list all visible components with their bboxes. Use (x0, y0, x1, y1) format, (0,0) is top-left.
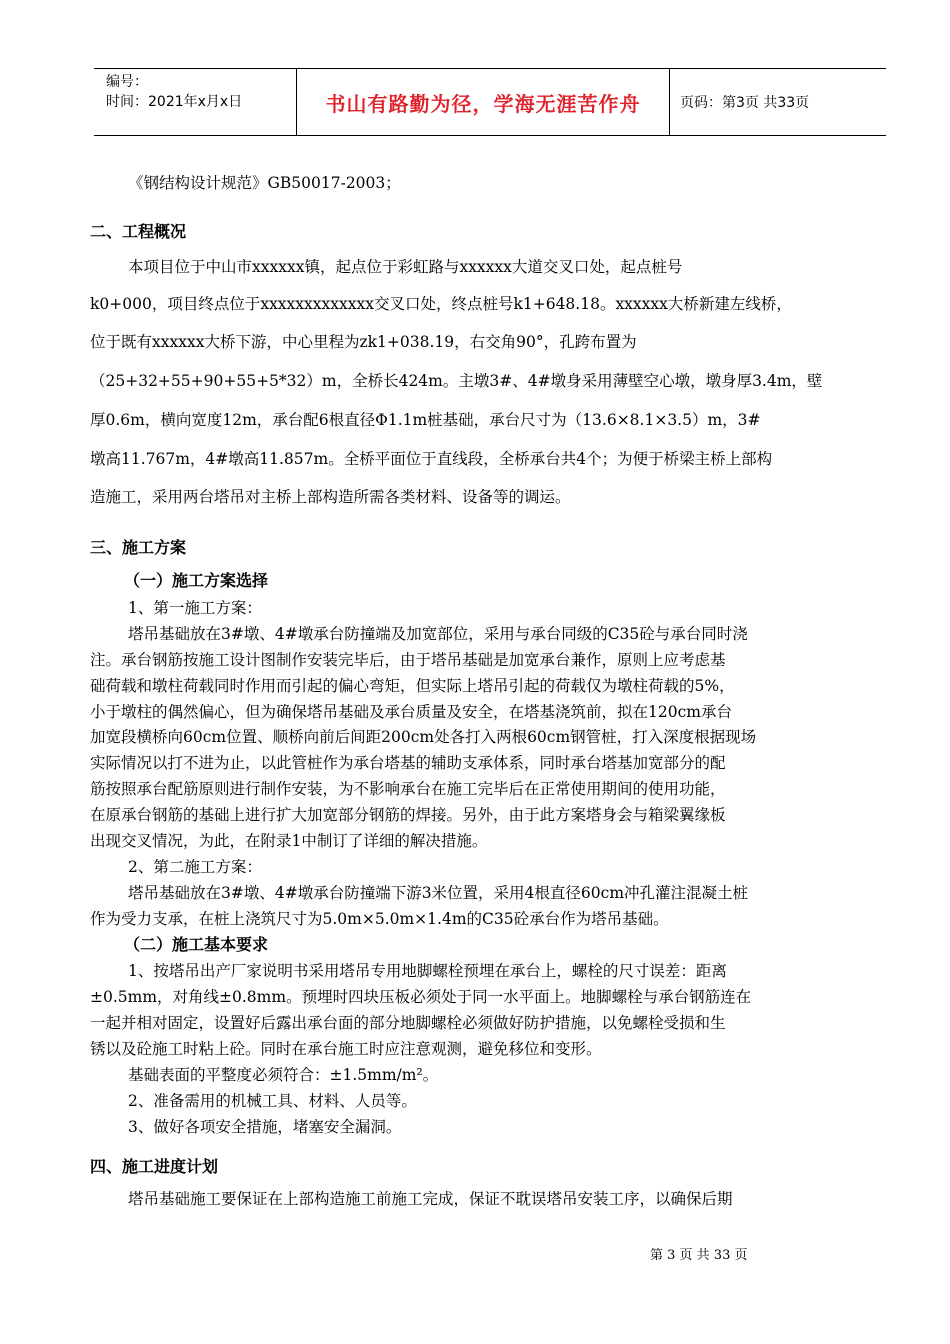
header-meta (94, 69, 295, 135)
paragraph-line: 2、第二施工方案： (128, 858, 262, 876)
paragraph-line: 墩高11.767m，4#墩高11.857m。全桥平面位于直线段，全桥承台共4个；为便于桥梁主桥上部构 (90, 450, 773, 468)
section-heading: 二、工程概况 (90, 222, 187, 241)
paragraph-line: 出现交叉情况，为此，在附录1中制订了详细的解决措施。 (90, 832, 488, 850)
paragraph-line: 塔吊基础放在3#墩、4#墩承台防撞端及加宽部位，采用与承台同级的C35砼与承台同时浇 (128, 625, 748, 643)
paragraph-line: （25+32+55+90+55+5*32）m，全桥长424m。主墩3#、4#墩身采用薄壁空心墩，墩身厚3.4m，壁 (90, 372, 823, 390)
header-motto: 书山有路勤为径，学海无涯苦作舟 (325, 91, 641, 116)
paragraph-line: 2、准备需用的机械工具、材料、人员等。 (128, 1092, 417, 1110)
header-motto-cell (296, 69, 670, 135)
paragraph-line: 1、按塔吊出产厂家说明书采用塔吊专用地脚螺栓预埋在承台上，螺栓的尺寸误差：距离 (128, 962, 727, 980)
paragraph-line: 加宽段横桥向60cm位置、顺桥向前后间距200cm处各打入两根60cm钢管桩，打入深度根据现场 (90, 728, 757, 746)
paragraph-line: 厚0.6m，横向宽度12m，承台配6根直径Φ1.1m桩基础，承台尺寸为（13.6×8.1×3.5）m，3# (90, 411, 761, 429)
section-heading: 四、施工进度计划 (90, 1157, 219, 1176)
number-label: 编号： (106, 74, 148, 90)
paragraph-line: 造施工，采用两台塔吊对主桥上部构造所需各类材料、设备等的调运。 (90, 488, 571, 506)
paragraph-line: k0+000，项目终点位于xxxxxxxxxxxxx交叉口处，终点桩号k1+648.18。xxxxxx大桥新建左线桥， (90, 295, 792, 313)
page-header (94, 68, 886, 136)
paragraph-line: ±0.5mm，对角线±0.8mm。预埋时四块压板必须处于同一水平面上。地脚螺栓与承台钢筋连在 (90, 988, 752, 1006)
paragraph-line: 在原承台钢筋的基础上进行扩大加宽部分钢筋的焊接。另外，由于此方案塔身会与箱梁翼缘板 (90, 806, 726, 824)
paragraph-line: 3、做好各项安全措施，堵塞安全漏洞。 (128, 1118, 402, 1136)
paragraph-line: 本项目位于中山市xxxxxx镇，起点位于彩虹路与xxxxxx大道交叉口处，起点桩号 (128, 258, 683, 276)
paragraph-line: 筋按照承台配筋原则进行制作安装，为不影响承台在施工完毕后在正常使用期间的使用功能， (90, 780, 726, 798)
subsection-heading: （一）施工方案选择 (124, 571, 269, 590)
paragraph-line: 实际情况以打不进为止，以此管桩作为承台塔基的辅助支承体系，同时承台塔基加宽部分的配 (90, 754, 726, 772)
paragraph-line: 塔吊基础放在3#墩、4#墩承台防撞端下游3米位置，采用4根直径60cm冲孔灌注混凝土桩 (128, 884, 749, 902)
paragraph-line: 塔吊基础施工要保证在上部构造施工前施工完成，保证不耽误塔吊安装工序，以确保后期 (128, 1190, 733, 1208)
paragraph-line: 一起并相对固定，设置好后露出承台面的部分地脚螺栓必须做好防护措施，以免螺栓受损和生 (90, 1014, 726, 1032)
header-page-label: 页码：第3页 共33页 (680, 95, 810, 111)
paragraph-line: 1、第一施工方案： (128, 599, 262, 617)
paragraph-line: 础荷载和墩柱荷载同时作用而引起的偏心弯矩，但实际上塔吊引起的荷载仅为墩柱荷载的5%， (90, 677, 735, 695)
paragraph-line: 锈以及砼施工时粘上砼。同时在承台施工时应注意观测，避免移位和变形。 (90, 1040, 602, 1058)
paragraph-line: 位于既有xxxxxx大桥下游，中心里程为zk1+038.19，右交角90°，孔跨布置为 (90, 333, 637, 351)
time-label: 时间：2021年x月x日 (106, 94, 243, 110)
section-heading: 三、施工方案 (90, 538, 187, 557)
paragraph-line: 作为受力支承，在桩上浇筑尺寸为5.0m×5.0m×1.4m的C35砼承台作为塔吊基础。 (90, 910, 669, 928)
paragraph-line: 小于墩柱的偶然偏心，但为确保塔吊基础及承台质量及安全，在塔基浇筑前，拟在120cm承台 (90, 703, 732, 721)
page-footer: 第 3 页 共 33 页 (650, 1248, 748, 1263)
paragraph-line: 注。承台钢筋按施工设计图制作安装完毕后，由于塔吊基础是加宽承台兼作，原则上应考虑基 (90, 651, 726, 669)
paragraph-line: 《钢结构设计规范》GB50017-2003； (128, 174, 401, 192)
subsection-heading: （二）施工基本要求 (124, 935, 269, 954)
paragraph-line: 基础表面的平整度必须符合：±1.5mm/m²。 (128, 1066, 439, 1084)
